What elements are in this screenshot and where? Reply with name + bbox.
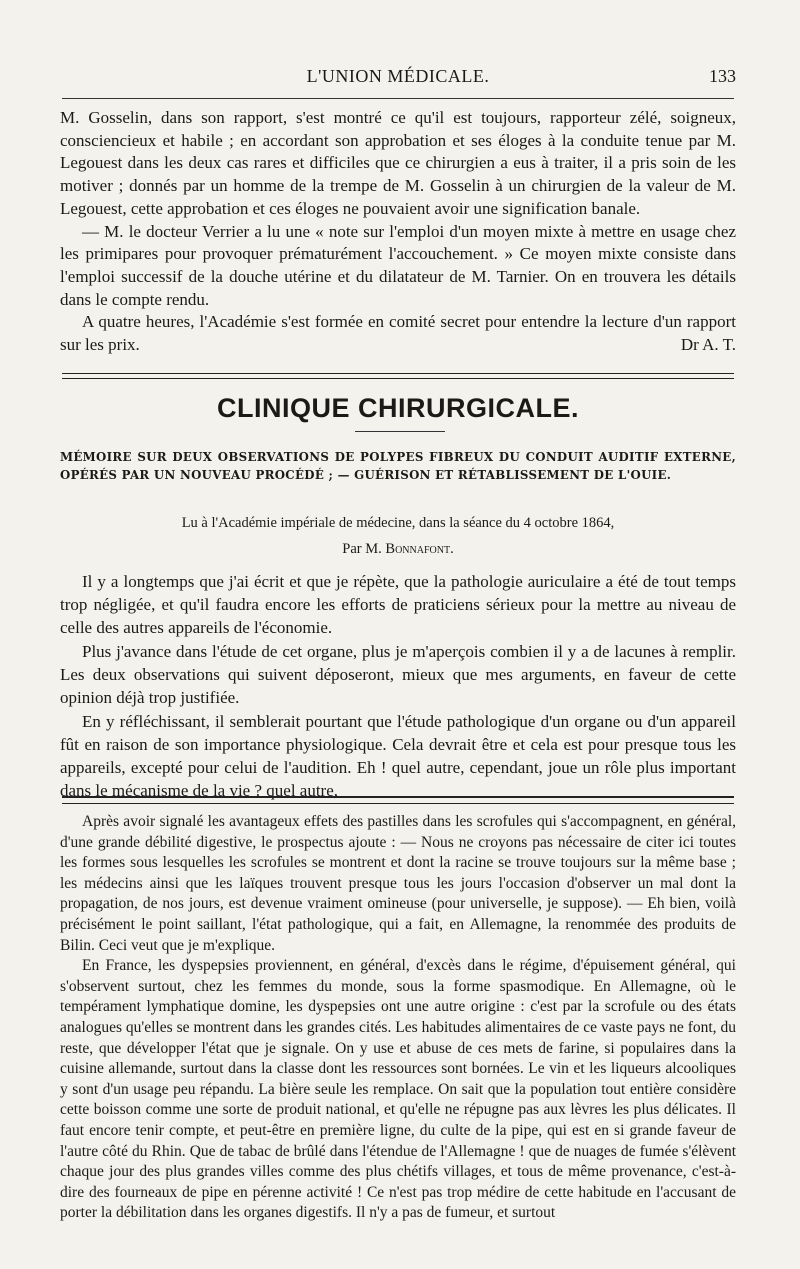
report-paragraph: M. Gosselin, dans son rapport, s'est montré ce qu'il est toujours, rapporteur zélé, soigneux, consciencieux et habile ; en accordant son approbation et ses éloges à la conduite tenue par M. Legouest dans les deux cas rares et difficiles que ce chirurgien a eus à traiter, il a pris soin de les motiver ; donnés par un homme de la trempe de M. Gosselin à un chirurgien de la valeur de M. Legouest, cette approbation et ces éloges ne pouvaient avoir une signification banale. xyxy=(60,108,736,218)
title-rule xyxy=(355,431,445,432)
signature: Dr A. T. xyxy=(680,335,736,355)
report-paragraph: — M. le docteur Verrier a lu une « note sur l'emploi d'un moyen mixte à mettre en usage chez les primipares pour provoquer prématurément l'accouchement. » Ce moyen mixte consiste dans l'emploi successif de la douche utérine et du dilatateur de M. Tarnier. On en trouvera les détails dans le compte rendu. xyxy=(60,221,736,309)
academy-report xyxy=(60,107,736,357)
section-title: CLINIQUE CHIRURGICALE. xyxy=(217,393,579,423)
feuilleton-divider xyxy=(62,796,734,804)
author-name: Bonnafont. xyxy=(385,541,454,557)
page-number: 133 xyxy=(709,66,736,86)
closing-text: A quatre heures, l'Académie s'est formée en comité secret pour entendre la lecture d'un rapport sur les prix. xyxy=(60,312,736,355)
article-paragraph: Il y a longtemps que j'ai écrit et que je répète, que la pathologie auriculaire a été de tout temps trop négligée, et qu'il faudra encore les efforts de praticiens sérieux pour la mettre au niveau de celle des autres appareils de l'économie. xyxy=(60,572,736,637)
running-title: L'UNION MÉDICALE. xyxy=(306,66,490,86)
author-prefix: Par M. xyxy=(342,541,382,557)
feuilleton-paragraph: En France, les dyspepsies proviennent, en général, d'excès dans le régime, d'épuisement général, qui s'observent surtout, chez les femmes du monde, sous la forme spasmodique. En Allemagne, où le tempérament lymphatique domine, les dyspepsies ont une autre origine : c'est par la scrofule ou des états analogues qu'elles se montrent dans les grandes cités. Les habitudes alimentaires de ce vaste pays ne font, du reste, que développer l'état que je signale. On y use et abuse de ces mets de farine, si populaires dans la cuisine allemande, surtout dans la classe dont les ressources sont bornées. Le vin et les liqueurs alcooliques y sont d'un usage peu répandu. La bière seule les remplace. On sait que la population tout entière considère cette boisson comme une sorte de produit national, et qu'elle ne répugne pas aux lèvres les plus délicates. Il faut encore tenir compte, et peut-être en première ligne, du culte de la pipe, qui est en si grande faveur de l'autre côté du Rhin. Que de tabac de brûlé dans l'étendue de l'Allemagne ! que de nuages de fumée s'élèvent chaque jour des plus grandes villes comme des plus chétifs villages, et tous de même provenance, c'est-à-dire des fourneaux de pipe en pérenne activité ! Ce n'est pas trop médire de cette habitude en l'accusant de porter la débilitation dans les organes digestifs. Il n'y a pas de fumeur, et surtout xyxy=(60,957,736,1222)
article-paragraph: En y réfléchissant, il semblerait pourtant que l'étude pathologique d'un organe ou d'un appareil fût en raison de son importance physiologique. Cela devrait être et cela est pour presque tous les appareils, excepté pour celui de l'audition. Eh ! quel autre, cependant, joue un rôle plus important dans le mécanisme de la vie ? quel autre, xyxy=(60,712,736,800)
header-rule xyxy=(62,98,734,99)
feuilleton-body xyxy=(60,812,736,1224)
page-header xyxy=(60,66,736,92)
feuilleton-paragraph: Après avoir signalé les avantageux effets des pastilles dans les scrofules qui s'accompagnent, en général, d'une grande débilité digestive, le prospectus ajoute : — Nous ne croyons pas nécessaire de citer ici toutes les formes sous lesquelles les scrofules se montrent et dont la racine se trouve toujours sur la même base ; les médecins ainsi que les laïques trouvent presque tous les jours l'occasion d'observer un mal dont la propagation, de nos jours, est devenue vraiment omineuse (pour universelle, je suppose). — Eh bien, voilà précisément le point saillant, l'état pathologique, qui a fait, en Allemagne, la renommée des produits de Bilin. Ceci veut que je m'explique. xyxy=(60,813,736,954)
read-at-line: Lu à l'Académie impériale de médecine, dans la séance du 4 octobre 1864, xyxy=(181,515,615,531)
section-divider xyxy=(62,373,734,379)
memoire-title: MÉMOIRE SUR DEUX OBSERVATIONS DE POLYPES FIBREUX DU CONDUIT AUDITIF EXTERNE, OPÉRÉS PAR UN NOUVEAU PROCÉDÉ ; — GUÉRISON ET RÉTABLISSEMENT DE L'OUIE. xyxy=(60,450,736,482)
article-body xyxy=(60,570,736,803)
author-line xyxy=(60,541,736,558)
closing-paragraph xyxy=(60,311,736,356)
article-paragraph: Plus j'avance dans l'étude de cet organe, plus je m'aperçois combien il y a de lacunes à remplir. Les deux observations qui suivent déposeront, mieux que mes arguments, en faveur de cette opinion déjà trop justifiée. xyxy=(60,642,736,707)
